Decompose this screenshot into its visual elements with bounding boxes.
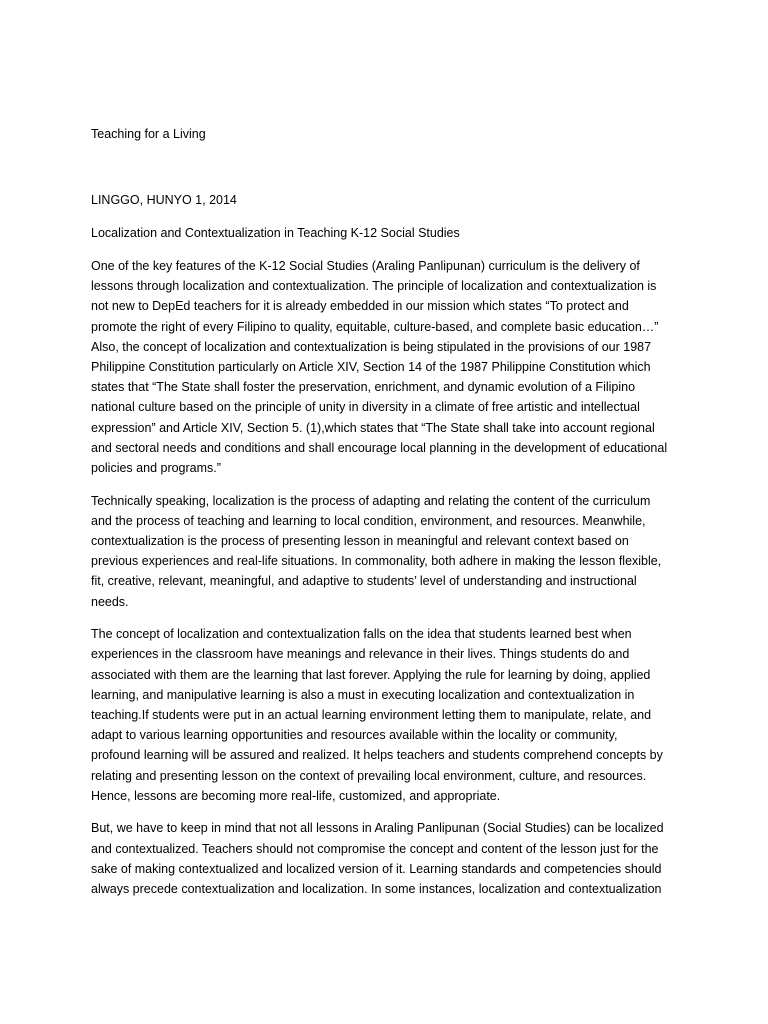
text-line: national culture based on the principle of unity in diversity in a climate of free artistic and intellectual: [91, 400, 640, 415]
text-line: One of the key features of the K-12 Social Studies (Araling Panlipunan) curriculum is the delivery of: [91, 259, 640, 273]
text-line: contextualization is the process of presenting lesson in meaningful and relevant context based on: [91, 533, 629, 548]
paragraph-2: [91, 491, 681, 612]
text-line: Hence, lessons are becoming more real-life, customized, and appropriate.: [91, 788, 501, 803]
text-line: teaching.If students were put in an actual learning environment letting them to manipulate, relate, and: [91, 707, 652, 722]
paragraph-3: [91, 624, 681, 806]
text-line: and contextualized. Teachers should not compromise the concept and content of the lesson just for the: [91, 841, 659, 856]
text-line: sake of making contextualized and localized version of it. Learning standards and competencies should: [91, 861, 662, 876]
text-line: policies and programs.”: [91, 460, 221, 475]
text-line: fit, creative, relevant, meaningful, and adaptive to students’ level of understanding and instructional: [91, 574, 637, 589]
paragraph-4: [91, 818, 681, 899]
text-line: expression” and Article XIV, Section 5. (1),which states that “The State shall take into account regional: [91, 420, 655, 435]
article-title: Localization and Contextualization in Teaching K-12 Social Studies: [91, 226, 460, 240]
text-line: always precede contextualization and localization. In some instances, localization and contextualization: [91, 881, 662, 896]
text-line: relating and presenting lesson on the context of prevailing local environment, culture, and resources.: [91, 768, 647, 783]
text-line: profound learning will be assured and realized. It helps teachers and students comprehend concepts by: [91, 748, 663, 763]
text-line: not new to DepEd teachers for it is already embedded in our mission which states “To protect and: [91, 299, 629, 314]
text-line: The concept of localization and contextualization falls on the idea that students learned best when: [91, 627, 632, 642]
paragraph-1: [91, 256, 681, 478]
article-body: [91, 256, 681, 912]
text-line: Also, the concept of localization and contextualization is being stipulated in the provisions of our 1987: [91, 339, 652, 354]
text-line: Technically speaking, localization is the process of adapting and relating the content of the curriculum: [91, 493, 651, 508]
blog-title: Teaching for a Living: [91, 127, 206, 141]
post-date: LINGGO, HUNYO 1, 2014: [91, 193, 237, 207]
text-line: associated with them are the learning that last forever. Applying the rule for learning by doing, applied: [91, 667, 651, 682]
text-line: states that “The State shall foster the preservation, enrichment, and dynamic evolution of a Filipino: [91, 380, 636, 395]
text-line: promote the right of every Filipino to quality, equitable, culture-based, and complete basic education…”: [91, 319, 659, 334]
text-line: Philippine Constitution particularly on Article XIV, Section 14 of the 1987 Philippine Constitution which: [91, 359, 651, 374]
text-line: needs.: [91, 594, 129, 609]
text-line: lessons through localization and contextualization. The principle of localization and contextualization is: [91, 279, 657, 294]
text-line: But, we have to keep in mind that not all lessons in Araling Panlipunan (Social Studies) can be localized: [91, 821, 664, 836]
text-line: and the process of teaching and learning to local condition, environment, and resources. Meanwhile,: [91, 513, 646, 528]
text-line: learning, and manipulative learning is also a must in executing localization and contextualization in: [91, 687, 635, 702]
text-line: adapt to various learning opportunities and resources available within the locality or community,: [91, 728, 618, 743]
text-line: previous experiences and real-life situations. In commonality, both adhere in making the lesson flexible,: [91, 554, 662, 569]
text-line: experiences in the classroom have meanings and relevance in their lives. Things students do and: [91, 647, 630, 662]
text-line: and sectoral needs and conditions and shall encourage local planning in the development of educational: [91, 440, 668, 455]
